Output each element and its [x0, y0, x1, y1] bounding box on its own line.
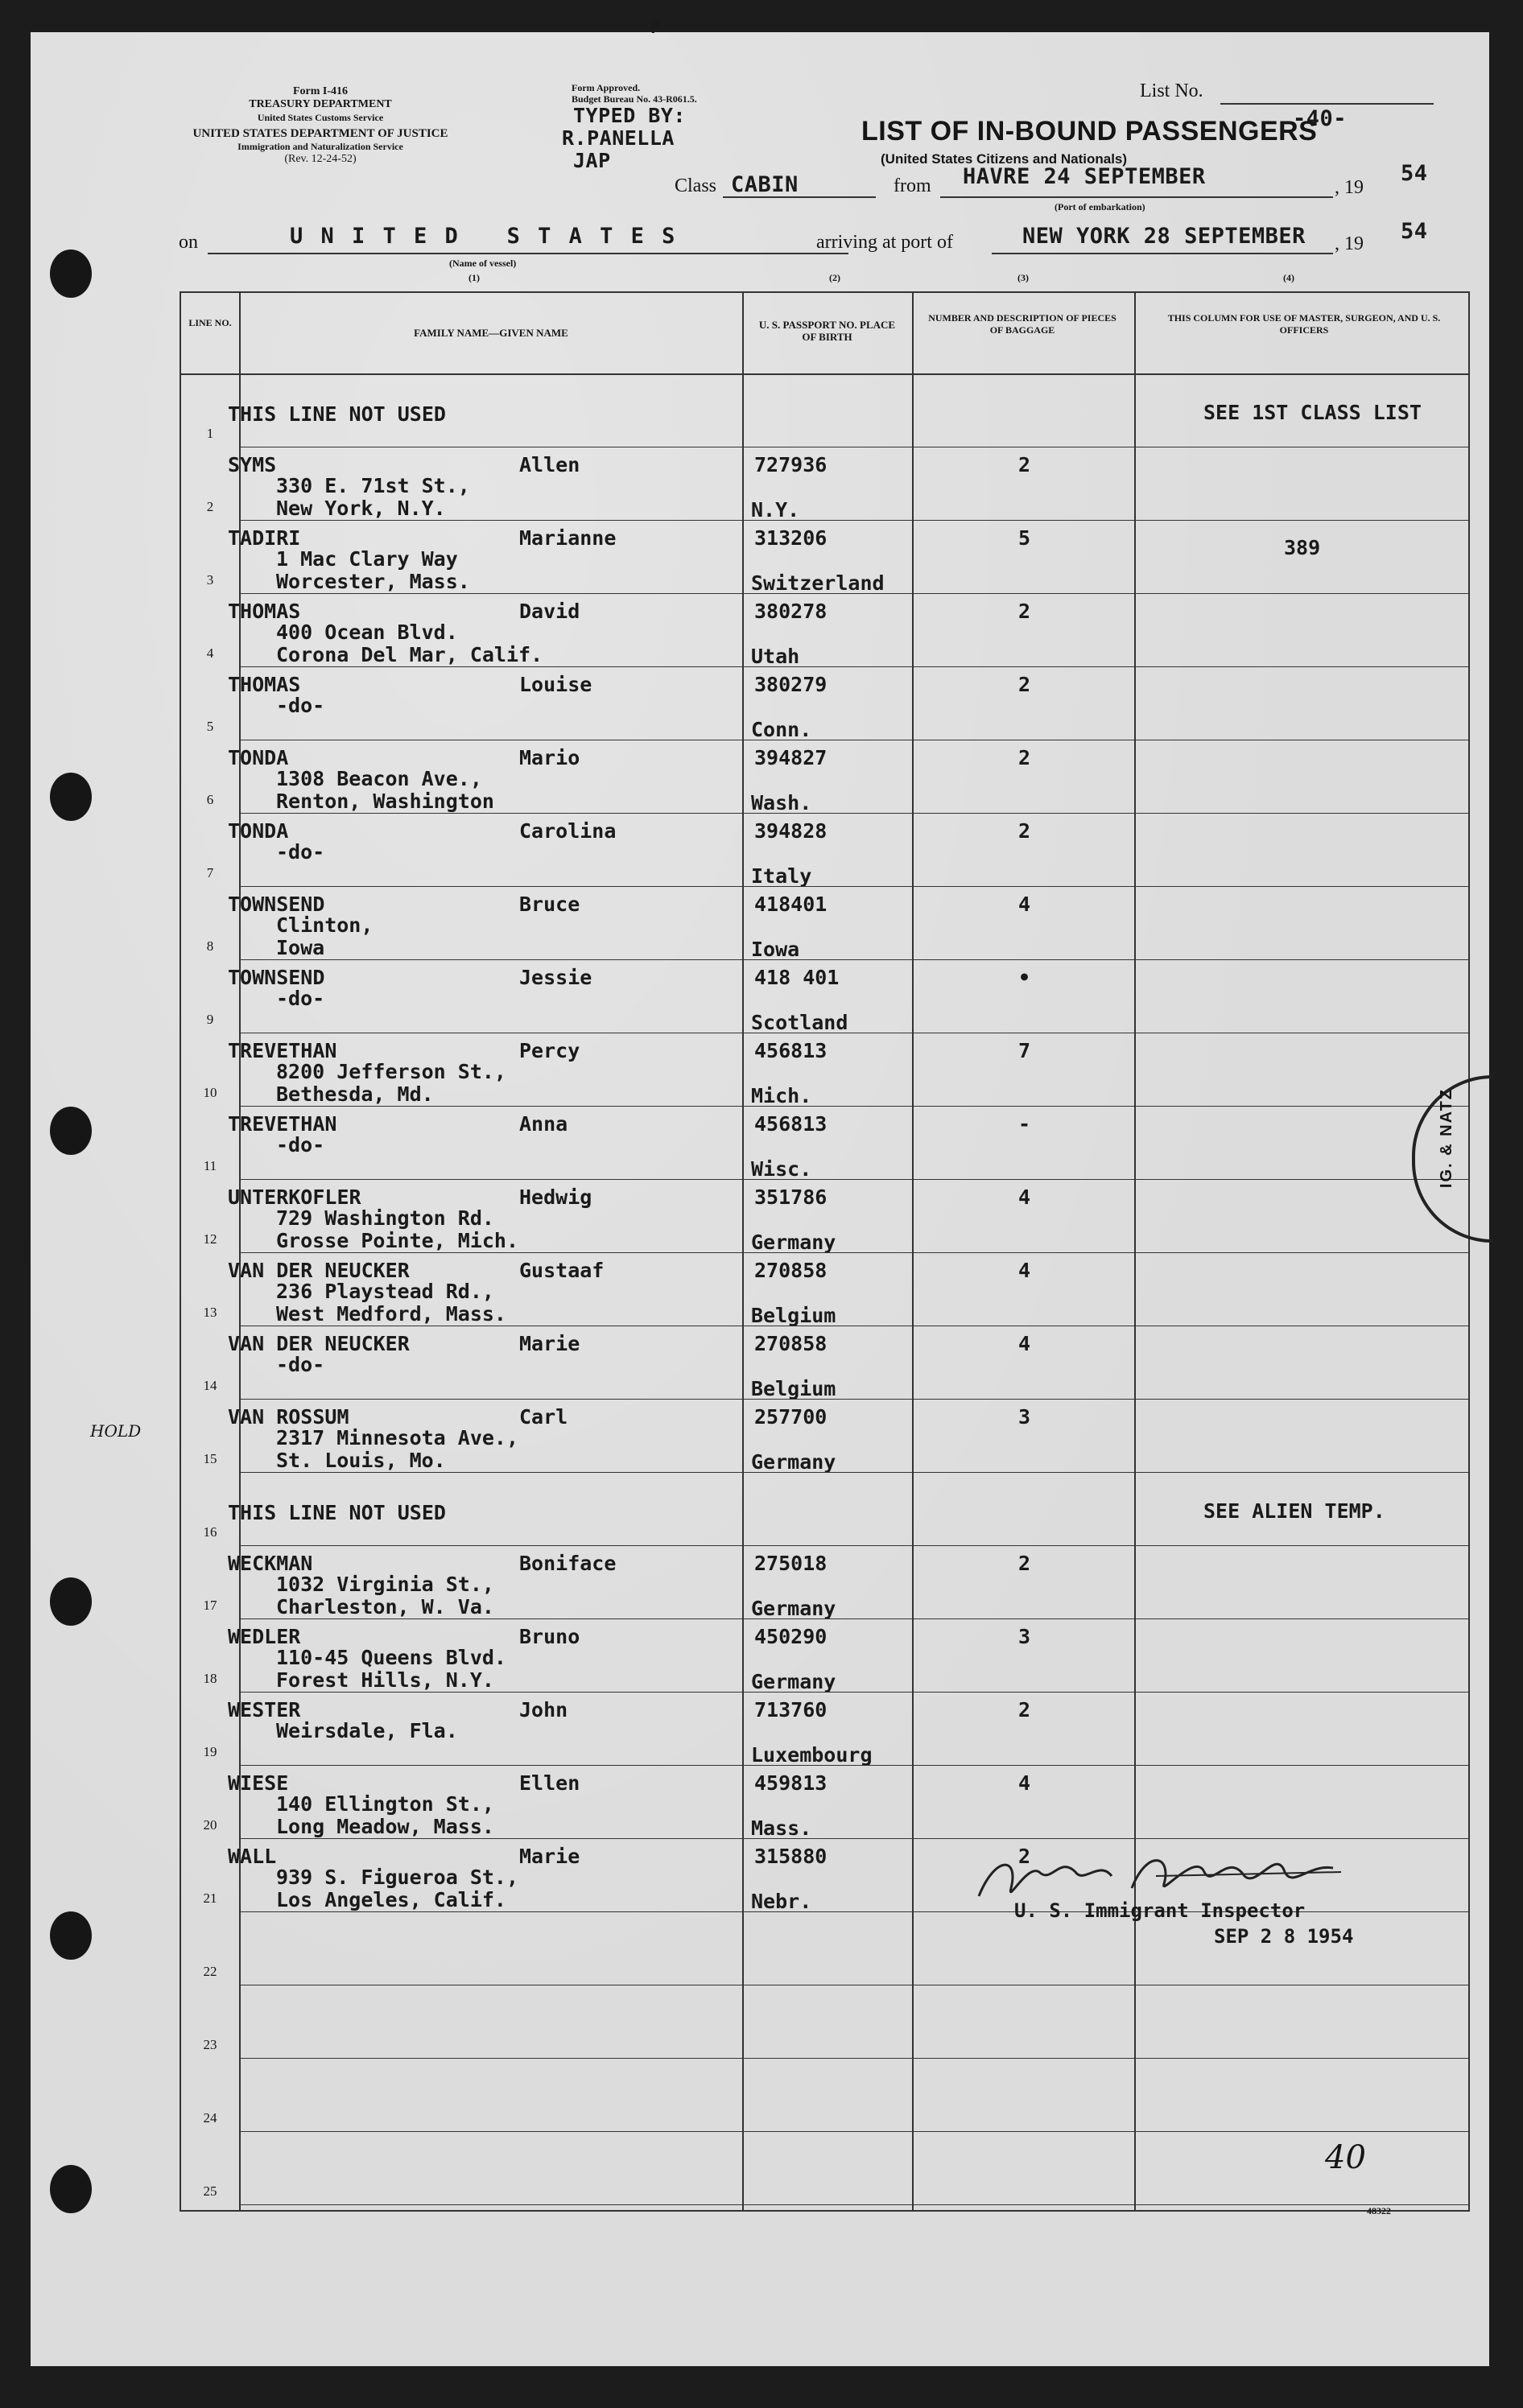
family-name: TREVETHAN [228, 1039, 337, 1062]
inspector-date: SEP 2 8 1954 [1214, 1925, 1354, 1948]
address-line-1: -do- [276, 840, 325, 864]
table-row [181, 1179, 1468, 1252]
passport-number: 351786 [754, 1185, 828, 1209]
baggage-count: 2 [1018, 673, 1031, 696]
table-row [181, 886, 1468, 959]
table-row [181, 2058, 1468, 2131]
baggage-count: 2 [1018, 1698, 1031, 1721]
inspector-title: U. S. Immigrant Inspector [1014, 1899, 1306, 1922]
passport-number: 418401 [754, 893, 828, 916]
line-number: 13 [203, 1305, 217, 1320]
table-row [181, 959, 1468, 1033]
list-no-underline [1220, 103, 1434, 105]
table-row [181, 373, 1468, 447]
form-code: 48322 [1367, 2205, 1391, 2216]
address-line-1: -do- [276, 987, 325, 1010]
punch-hole [50, 773, 92, 821]
from-label: from [894, 175, 931, 196]
address-line-1: 140 Ellington St., [276, 1792, 494, 1816]
place-of-birth: Mich. [751, 1084, 812, 1107]
passport-number: 313206 [754, 526, 828, 550]
given-name: David [519, 600, 580, 623]
address-line-2: Iowa [276, 936, 325, 959]
col-header-name: FAMILY NAME—GIVEN NAME [414, 327, 568, 339]
col-number-4: (4) [1283, 272, 1294, 283]
baggage-count: 3 [1018, 1405, 1031, 1429]
col-number-2: (2) [829, 272, 840, 283]
address-line-2: Renton, Washington [276, 790, 494, 813]
family-name: WALL [228, 1845, 277, 1868]
vessel-caption: (Name of vessel) [449, 258, 517, 269]
line-number: 12 [203, 1231, 217, 1247]
address-line-1: 110-45 Queens Blvd. [276, 1646, 506, 1669]
manifest-page [31, 18, 1489, 2366]
given-name: Marianne [519, 526, 617, 550]
baggage-count: 2 [1018, 600, 1031, 623]
address-line-2: Worcester, Mass. [276, 570, 470, 593]
address-line-2: West Medford, Mass. [276, 1302, 506, 1326]
family-name: THIS LINE NOT USED [228, 402, 446, 426]
passport-number: 315880 [754, 1845, 828, 1868]
baggage-count: 7 [1018, 1039, 1031, 1062]
passport-number: 713760 [754, 1698, 828, 1721]
place-of-birth: Luxembourg [751, 1743, 873, 1767]
given-name: Jessie [519, 966, 592, 989]
punch-hole [50, 1577, 92, 1626]
passport-number: 394827 [754, 746, 828, 769]
line-number: 22 [203, 1964, 217, 1979]
table-row [181, 1765, 1468, 1838]
given-name: Carolina [519, 819, 617, 843]
address-line-1: 939 S. Figueroa St., [276, 1866, 519, 1889]
line-number: 24 [203, 2110, 217, 2126]
line-number: 18 [203, 1671, 217, 1686]
stamp-top: P [650, 18, 662, 38]
passport-number: 456813 [754, 1039, 828, 1062]
family-name: UNTERKOFLER [228, 1185, 361, 1209]
place-of-birth: Belgium [751, 1377, 836, 1400]
address-line-2: Los Angeles, Calif. [276, 1888, 506, 1911]
passport-number: 394828 [754, 819, 828, 843]
place-of-birth: Conn. [751, 718, 812, 741]
baggage-count: 4 [1018, 1771, 1031, 1795]
address-line-2: Charleston, W. Va. [276, 1595, 494, 1618]
passport-number: 270858 [754, 1332, 828, 1355]
place-of-birth: Italy [751, 864, 812, 888]
side-stamp: IG. & NATZ [1412, 1075, 1492, 1243]
table-row [181, 1326, 1468, 1399]
table-row [181, 1545, 1468, 1618]
port-embark-caption: (Port of embarkation) [1055, 201, 1145, 212]
table-row [181, 1911, 1468, 1985]
line-number: 9 [206, 1012, 214, 1027]
family-name: WIESE [228, 1771, 289, 1795]
family-name: THIS LINE NOT USED [228, 1501, 446, 1524]
col-header-line-no: LINE NO. [188, 317, 232, 328]
list-no-value: -40- [1293, 106, 1348, 131]
baggage-count: 5 [1018, 526, 1031, 550]
punch-hole [50, 1911, 92, 1960]
arrival-value: NEW YORK 28 SEPTEMBER [1022, 224, 1306, 249]
passport-number: 727936 [754, 453, 828, 476]
address-line-2: Bethesda, Md. [276, 1082, 434, 1106]
class-value: CABIN [731, 172, 799, 197]
table-row [181, 1985, 1468, 2058]
line-number: 14 [203, 1378, 217, 1393]
address-line-2: New York, N.Y. [276, 497, 446, 520]
place-of-birth: Germany [751, 1450, 836, 1474]
passport-number: 459813 [754, 1771, 828, 1795]
family-name: TONDA [228, 819, 289, 843]
table-row [181, 1472, 1468, 1545]
given-name: Mario [519, 746, 580, 769]
list-title: LIST OF IN-BOUND PASSENGERS [861, 116, 1318, 146]
given-name: Bruce [519, 893, 580, 916]
year-prefix-1: , 19 [1335, 177, 1364, 198]
col-header-officers: THIS COLUMN FOR USE OF MASTER, SURGEON, AND U. S. OFFICERS [1167, 312, 1441, 336]
baggage-count: 4 [1018, 1332, 1031, 1355]
address-line-1: -do- [276, 1353, 325, 1376]
baggage-count: 2 [1018, 1845, 1031, 1868]
passport-number: 380278 [754, 600, 828, 623]
line-number: 8 [206, 938, 214, 954]
place-of-birth: Scotland [751, 1011, 848, 1034]
line-number: 15 [203, 1451, 217, 1466]
place-of-birth: Belgium [751, 1304, 836, 1327]
from-value: HAVRE 24 SEPTEMBER [963, 164, 1206, 189]
address-line-1: -do- [276, 694, 325, 717]
form-approved: Form Approved. Budget Bureau No. 43-R061.5. [572, 82, 697, 105]
baggage-count: • [1018, 966, 1031, 989]
line-number: 20 [203, 1817, 217, 1833]
given-name: Marie [519, 1332, 580, 1355]
table-row [181, 813, 1468, 886]
address-line-2: Corona Del Mar, Calif. [276, 643, 543, 666]
address-line-1: 330 E. 71st St., [276, 474, 470, 497]
col-header-passport: U. S. PASSPORT NO. PLACE OF BIRTH [758, 319, 896, 343]
place-of-birth: Nebr. [751, 1890, 812, 1913]
col-number-1: (1) [468, 272, 480, 283]
table-row [181, 666, 1468, 740]
baggage-count: 4 [1018, 893, 1031, 916]
class-label: Class [675, 175, 717, 196]
table-row [181, 1106, 1468, 1179]
given-name: John [519, 1698, 568, 1721]
address-line-1: 2317 Minnesota Ave., [276, 1426, 519, 1449]
address-line-1: Clinton, [276, 913, 374, 937]
on-label: on [179, 232, 198, 253]
family-name: SYMS [228, 453, 277, 476]
given-name: Louise [519, 673, 592, 696]
table-row [181, 1399, 1468, 1472]
row-divider [239, 2204, 1468, 2205]
officer-remark: SEE 1ST CLASS LIST [1203, 401, 1422, 424]
table-row [181, 593, 1468, 666]
baggage-count: 2 [1018, 819, 1031, 843]
family-name: TOWNSEND [228, 966, 325, 989]
line-number: 21 [203, 1891, 217, 1906]
baggage-count: 2 [1018, 746, 1031, 769]
line-number: 4 [206, 645, 214, 661]
officer-remark: SEE ALIEN TEMP. [1203, 1499, 1385, 1523]
place-of-birth: Germany [751, 1670, 836, 1693]
passport-number: 456813 [754, 1112, 828, 1136]
table-row [181, 1692, 1468, 1765]
baggage-count: 4 [1018, 1259, 1031, 1282]
col-header-baggage: NUMBER AND DESCRIPTION OF PIECES OF BAGGAGE [928, 312, 1116, 336]
passport-number: 418 401 [754, 966, 840, 989]
passenger-table [180, 291, 1470, 2212]
baggage-count: 4 [1018, 1185, 1031, 1209]
year-value-1: 54 [1401, 161, 1428, 186]
address-line-1: 1308 Beacon Ave., [276, 767, 482, 790]
place-of-birth: Germany [751, 1597, 836, 1620]
given-name: Bruno [519, 1625, 580, 1648]
year-value-2: 54 [1401, 219, 1428, 244]
baggage-count: 3 [1018, 1625, 1031, 1648]
line-number: 7 [206, 865, 214, 880]
family-name: TREVETHAN [228, 1112, 337, 1136]
address-line-2: Forest Hills, N.Y. [276, 1668, 494, 1692]
passport-number: 275018 [754, 1552, 828, 1575]
given-name: Boniface [519, 1552, 617, 1575]
officer-remark: 389 [1284, 536, 1321, 559]
address-line-2: St. Louis, Mo. [276, 1449, 446, 1472]
page-number: 40 [1325, 2139, 1366, 2176]
given-name: Marie [519, 1845, 580, 1868]
given-name: Carl [519, 1405, 568, 1429]
margin-note: HOLD [90, 1421, 142, 1441]
from-underline [940, 196, 1333, 198]
line-number: 19 [203, 1744, 217, 1759]
place-of-birth: Germany [751, 1231, 836, 1254]
line-number: 16 [203, 1524, 217, 1540]
table-row [181, 520, 1468, 593]
line-number: 25 [203, 2183, 217, 2199]
given-name: Hedwig [519, 1185, 592, 1209]
passport-number: 380279 [754, 673, 828, 696]
passport-number: 257700 [754, 1405, 828, 1429]
family-name: THOMAS [228, 600, 301, 623]
address-line-1: 400 Ocean Blvd. [276, 621, 458, 644]
line-number: 1 [206, 426, 214, 441]
line-number: 3 [206, 572, 214, 588]
punch-hole [50, 2165, 92, 2213]
place-of-birth: Mass. [751, 1816, 812, 1840]
table-row [181, 1252, 1468, 1326]
place-of-birth: Switzerland [751, 571, 885, 595]
baggage-count: - [1018, 1112, 1031, 1136]
given-name: Percy [519, 1039, 580, 1062]
line-number: 6 [206, 792, 214, 807]
list-no-label: List No. [1140, 80, 1203, 101]
passport-number: 450290 [754, 1625, 828, 1648]
address-line-1: 1032 Virginia St., [276, 1573, 494, 1596]
vessel-value: U N I T E D S T A T E S [290, 224, 678, 249]
table-row [181, 447, 1468, 520]
address-line-1: 236 Playstead Rd., [276, 1280, 494, 1303]
family-name: WESTER [228, 1698, 301, 1721]
place-of-birth: Wisc. [751, 1157, 812, 1181]
punch-hole [50, 249, 92, 298]
place-of-birth: Utah [751, 645, 800, 668]
family-name: WEDLER [228, 1625, 301, 1648]
address-line-1: 8200 Jefferson St., [276, 1060, 506, 1083]
family-name: VAN DER NEUCKER [228, 1332, 410, 1355]
arrival-underline [992, 253, 1333, 254]
given-name: Allen [519, 453, 580, 476]
year-prefix-2: , 19 [1335, 233, 1364, 254]
typed-by: TYPED BY: R.PANELLA JAP [562, 104, 686, 172]
punch-hole [50, 1107, 92, 1155]
list-subtitle: (United States Citizens and Nationals) [881, 151, 1128, 167]
table-row [181, 2131, 1468, 2204]
col-number-3: (3) [1017, 272, 1029, 283]
table-row [181, 1033, 1468, 1106]
given-name: Gustaaf [519, 1259, 605, 1282]
line-number: 11 [203, 1158, 217, 1173]
line-number: 2 [206, 499, 214, 514]
table-row [181, 740, 1468, 813]
family-name: TADIRI [228, 526, 301, 550]
place-of-birth: Iowa [751, 938, 800, 961]
address-line-1: Weirsdale, Fla. [276, 1719, 458, 1742]
given-name: Anna [519, 1112, 568, 1136]
form-identification: Form I-416 TREASURY DEPARTMENT United States Customs Service UNITED STATES DEPARTMENT OF JUSTICE Immigration and Naturalization Service (Rev. 12-24-52) [192, 85, 448, 165]
address-line-1: 1 Mac Clary Way [276, 547, 458, 571]
family-name: THOMAS [228, 673, 301, 696]
family-name: WECKMAN [228, 1552, 313, 1575]
family-name: VAN ROSSUM [228, 1405, 349, 1429]
line-number: 5 [206, 719, 214, 734]
baggage-count: 2 [1018, 1552, 1031, 1575]
vessel-underline [208, 253, 848, 254]
place-of-birth: N.Y. [751, 498, 800, 522]
family-name: VAN DER NEUCKER [228, 1259, 410, 1282]
table-row [181, 1618, 1468, 1692]
address-line-2: Grosse Pointe, Mich. [276, 1229, 519, 1252]
place-of-birth: Wash. [751, 791, 812, 814]
address-line-2: Long Meadow, Mass. [276, 1815, 494, 1838]
arriving-label: arriving at port of [816, 232, 953, 253]
line-number: 17 [203, 1598, 217, 1613]
line-number: 10 [203, 1085, 217, 1100]
family-name: TONDA [228, 746, 289, 769]
given-name: Ellen [519, 1771, 580, 1795]
address-line-1: 729 Washington Rd. [276, 1206, 494, 1230]
baggage-count: 2 [1018, 453, 1031, 476]
address-line-1: -do- [276, 1133, 325, 1157]
line-number: 23 [203, 2037, 217, 2052]
family-name: TOWNSEND [228, 893, 325, 916]
passport-number: 270858 [754, 1259, 828, 1282]
